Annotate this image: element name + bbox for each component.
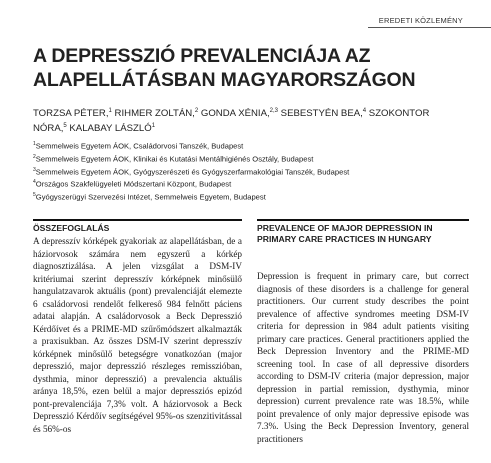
section-tag: EREDETI KÖZLEMÉNY [378, 16, 463, 25]
author-affiliation-ref: 1 [151, 123, 156, 130]
affiliation-number: 1 [33, 141, 36, 147]
affiliation-item [33, 165, 463, 178]
affiliation-number: 3 [33, 166, 36, 173]
affiliation-text: Semmelweis Egyetem ÁOK, Klinikai és Kutatási Mentálhigiénés Osztály, Budapest [35, 154, 314, 164]
affiliation-number: 4 [33, 179, 36, 186]
author-name: GONDA XÉNIA, [200, 108, 270, 120]
affiliation-text: Semmelweis Egyetem ÁOK, Gyógyszerészeti és Gyógyszerfarmakológiai Tanszék, Budapest [35, 167, 350, 177]
header-rule [368, 27, 491, 28]
affiliation-list [33, 139, 463, 203]
article-title: A DEPRESSZIÓ PREVALENCIÁJA AZ ALAPELLÁTÁSBAN MAGYARORSZÁGON [33, 45, 416, 91]
affiliation-text: Gyógyszerügyi Szervezési Intézet, Semmelweis Egyetem, Budapest [35, 192, 266, 202]
author-name: KALABAY LÁSZLÓ [69, 123, 152, 135]
affiliation-item [33, 177, 463, 190]
author-name: SEBESTYÉN BEA, [280, 108, 363, 120]
author-name: SZOKONTOR NÓRA, [33, 108, 430, 135]
abstract-en-text: Depression is frequent in primary care, but correct diagnosis of these disorders is a challenge for general practitioners. Our current study describes the point prevalence of affective syndromes meeting DSM-IV criteria for depression in 984 adult patients visiting primary care practices. General practitioners applied the Beck Depression Inventory and the PRIME-MD screening tool. In case of all depressive disorders according to DSM-IV criteria (major depression, major depression in partial remission, dysthymia, minor depression) current prevalence rate was 18.5%, while point prevalence of only major depressive episode was 7.3%. Using the Beck Depression Inventory, general practitioners [257, 271, 469, 444]
abstract-hu-heading: ÖSSZEFOGLALÁS [33, 223, 110, 233]
abstract-hu-text: A depresszív kórképek gyakoriak az alapellátásban, de a háziorvosok számára nem egyszerű a kórkép diagnosztizálása. A jelen vizsgálat a DSM-IV kritériumai szerint depresszív kórképnek minősülő hangulatzavarok aktuális (pont) prevalenciáját elemezte 6 családorvosi rendelőt felkereső 984 felnőtt páciens adatai alapján. A családorvosok a Beck Depresszió Kérdőívet és a PRIME-MD szűrőmódszert alkalmazták a praxisukban. Az összes DSM-IV szerint depresszív kórképnek minősülő betegségre vonatkozóan (major depresszió, major depresszió részleges remisszióban, dysthmia, minor depresszió) a prevalencia aktuális aránya 18,5%, ezen belül a major depressziós epizód pont-prevalenciája 7,3% volt. A háziorvosok a Beck Depresszió Kérdőív segítségével 95%-os szenzitivitással és 56%-os [33, 236, 242, 434]
column-rule-right [257, 219, 469, 221]
affiliation-item [33, 190, 463, 203]
author-list [33, 105, 463, 135]
affiliation-text: Országos Szakfelügyeleti Módszertani Központ, Budapest [35, 180, 232, 190]
affiliation-number: 5 [33, 192, 36, 199]
abstract-en-heading: PREVALENCE OF MAJOR DEPRESSION IN PRIMARY CARE PRACTICES IN HUNGARY [257, 223, 433, 244]
author-affiliation-ref: 2 [194, 108, 199, 114]
author-name: TORZSA PÉTER, [33, 108, 109, 120]
affiliation-text: Semmelweis Egyetem ÁOK, Családorvosi Tanszék, Budapest [35, 141, 244, 151]
author-affiliation-ref: 2,3 [269, 108, 278, 114]
author-affiliation-ref: 1 [108, 108, 112, 114]
affiliation-item [33, 139, 463, 152]
affiliation-item [33, 152, 463, 165]
affiliation-number: 2 [33, 153, 36, 160]
author-name: RIHMER ZOLTÁN, [114, 108, 195, 120]
author-affiliation-ref: 5 [63, 123, 67, 130]
column-rule-left [33, 219, 242, 221]
author-affiliation-ref: 4 [362, 108, 367, 114]
